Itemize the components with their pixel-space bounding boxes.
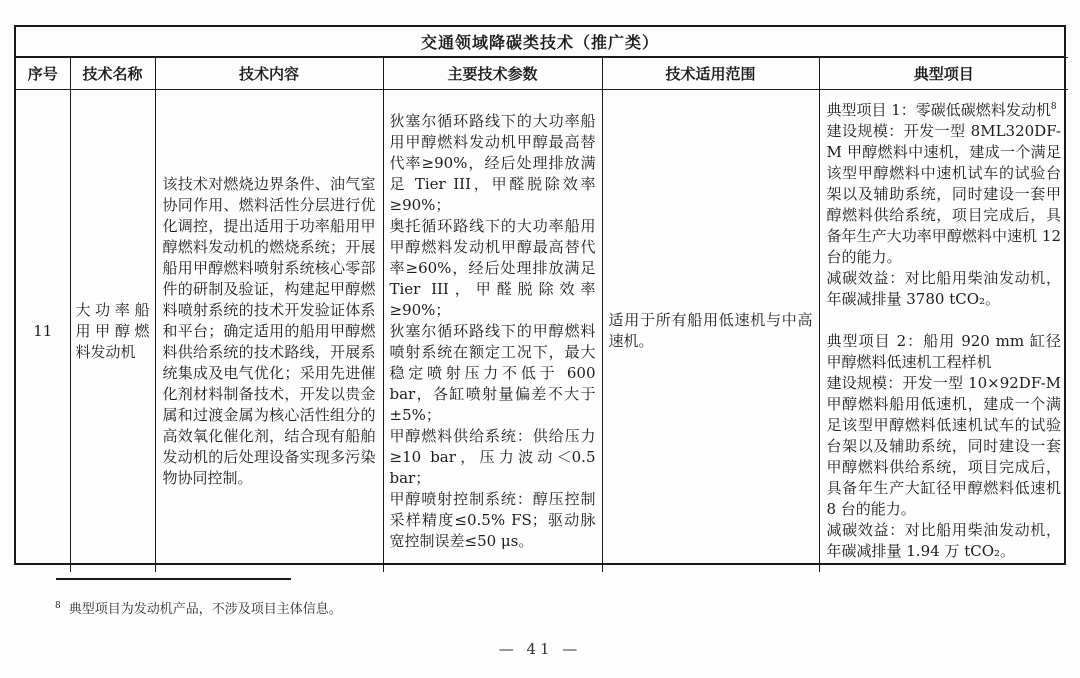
parameter-line: 甲醇喷射控制系统：醇压控制采样精度≤0.5% FS；驱动脉宽控制误差≤50 μs。 [389, 489, 596, 550]
application-scope-text: 适用于所有船用低速机与中高速机。 [608, 311, 813, 350]
cell-application-scope [602, 90, 819, 573]
parameter-line: 狄塞尔循环路线下的甲醇燃料喷射系统在额定工况下，最大稳定喷射压力不低于 600 bar，各缸喷射量偏差不大于±5%； [389, 321, 596, 424]
project-1-footnote-marker: 8 [1050, 102, 1057, 112]
table-grid [16, 57, 1068, 572]
parameter-line: 狄塞尔循环路线下的大功率船用甲醇燃料发动机甲醇最高替代率≥90%，经后处理排放满足 Tier III，甲醛脱除效率≥90%； [389, 111, 596, 214]
cell-row-index: 11 [16, 90, 70, 573]
cell-technology-content [155, 90, 383, 573]
project-2-title: 典型项目 2：船用 920 mm 缸径甲醇燃料低速机工程样机 [826, 332, 1061, 371]
header-name: 技术名称 [70, 58, 155, 90]
project-2-benefit: 减碳效益：对比船用柴油发动机，年碳减排量 1.94 万 tCO₂。 [826, 521, 1061, 560]
footnote [55, 598, 342, 617]
table-row [16, 90, 1068, 573]
header-projects: 典型项目 [819, 58, 1068, 90]
footnote-separator-line [56, 578, 291, 580]
header-parameters: 主要技术参数 [383, 58, 602, 90]
header-scope: 技术适用范围 [602, 58, 819, 90]
page-number: — 41 — [498, 640, 582, 658]
table-title: 交通领域降碳类技术（推广类） [16, 27, 1064, 57]
header-index: 序号 [16, 58, 70, 90]
technology-content-text: 该技术对燃烧边界条件、油气室协同作用、燃料活性分层进行优化调控，提出适用于功率船用甲醇燃料发动机的燃烧系统；开展船用甲醇燃料喷射系统核心零部件的研制及验证，构建起甲醇燃料喷射系统的技术开发验证体系和平台；确定适用的船用甲醇燃料供给系统的技术路线，开展系统集成及电气优化；采用先进催化剂材料制备技术，开发以贵金属和过渡金属为核心活性组分的高效氧化催化剂，结合现有船舶发动机的后处理设备实现多污染物协同控制。 [162, 174, 376, 487]
project-1-title-text: 典型项目 1：零碳低碳燃料发动机 [826, 101, 1051, 119]
cell-technical-parameters [383, 90, 602, 573]
parameter-line: 甲醇燃料供给系统：供给压力≥10 bar，压力波动＜0.5 bar； [389, 426, 596, 487]
technology-table [14, 25, 1066, 565]
technology-name-text: 大功率船用甲醇燃料发动机 [75, 300, 150, 361]
project-1-scale: 建设规模：开发一型 8ML320DF-M 甲醇燃料中速机，建成一个满足该型甲醇燃料中速机试车的试验台架以及辅助系统，同时建设一套甲醇燃料供给系统，项目完成后，具备年生产大功率甲醇燃料中速机 12 台的能力。 [826, 122, 1061, 266]
project-1-title [827, 100, 1062, 121]
header-content: 技术内容 [155, 58, 383, 90]
project-separator-gap [827, 310, 1062, 331]
header-row [16, 58, 1068, 90]
project-2-scale: 建设规模：开发一型 10×92DF-M 甲醇燃料船用低速机，建成一个满足该型甲醇燃料低速机试车的试验台架以及辅助系统，同时建设一套甲醇燃料供给系统，项目完成后，具备年生产大缸径甲醇燃料低速机 8 台的能力。 [826, 374, 1061, 518]
cell-typical-projects [819, 90, 1068, 573]
footnote-text: 典型项目为发动机产品，不涉及项目主体信息。 [68, 602, 342, 617]
footnote-marker: 8 [55, 600, 61, 611]
project-1-benefit: 减碳效益：对比船用柴油发动机，年碳减排量 3780 tCO₂。 [826, 269, 1061, 308]
parameter-line: 奥托循环路线下的大功率船用甲醇燃料发动机甲醇最高替代率≥60%，经后处理排放满足 Tier III，甲醛脱除效率≥90%； [389, 216, 596, 319]
cell-technology-name [70, 90, 155, 573]
